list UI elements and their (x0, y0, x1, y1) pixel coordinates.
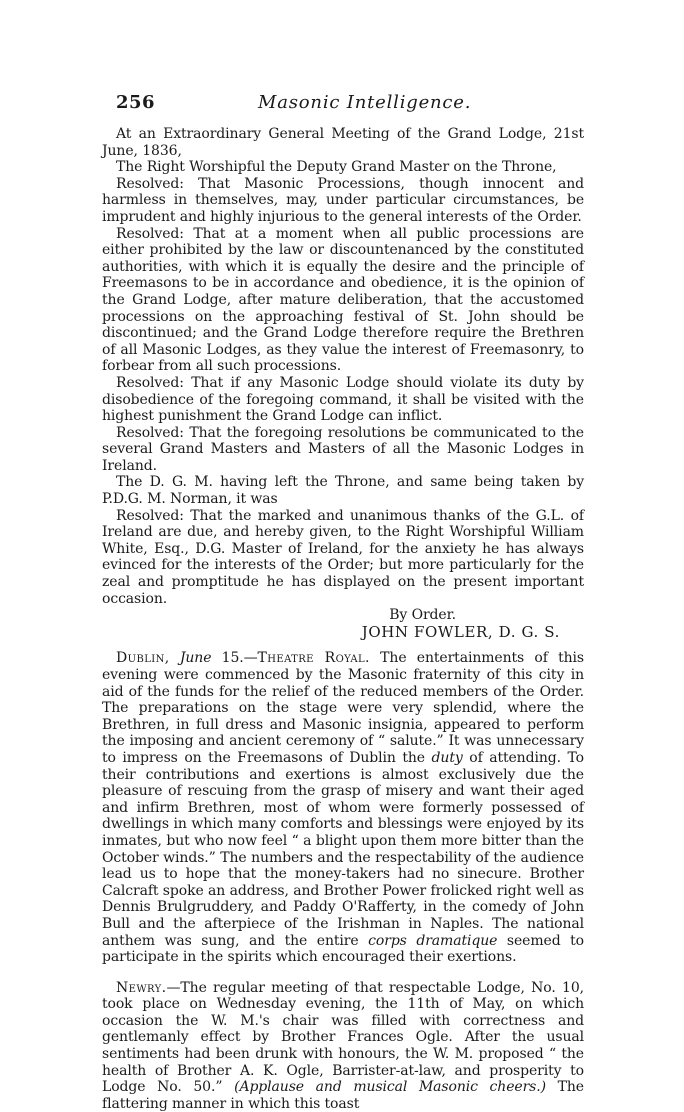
resolution-discontinue: Resolved: That at a moment when all public processions are either prohibited by the law or discountenanced by the constituted authorities, with which it is equally the desire and the principle of Freemasons to be in accordance and obedience, it is the opinion of the Grand Lodge, after mature deliberation, that the accustomed processions on the approaching festival of St. John should be discontinued; and the Grand Lodge therefore require the Brethren of all Masonic Lodges, as they value the interest of Freemasonry, to forbear from all such processions. (102, 225, 584, 375)
dublin-date-month: June (179, 650, 212, 667)
dublin-text-1: The entertainments of this evening were commenced by the Masonic fraternity of this city in aid of the funds for the relief of the reduced members of the Order. The preparations on the stage were very splendid, where the Brethren, in full dress and Masonic insignia, appeared to perform the imposing and ancient ceremony of “ salute.” It was unnecessary to impress on the Freemasons of Dublin the (102, 650, 584, 766)
newry-applause: (Applause and musical Masonic cheers.) (234, 1079, 546, 1096)
dublin-text-3: seemed to participate in the spirits which encouraged their exertions. (102, 932, 585, 966)
dublin-venue: Theatre Royal. (257, 650, 370, 667)
by-order: By Order. (389, 607, 456, 624)
resolution-thanks: Resolved: That the marked and unanimous thanks of the G.L. of Ireland are due, and hereby given, to the Right Worshipful William White, Esq., D.G. Master of Ireland, for the anxiety he has always evinced for the interests of the Order; but more particularly for the zeal and promptitude he has displayed on the present important occasion. (102, 507, 584, 607)
resolution-processions: Resolved: That Masonic Processions, though innocent and harmless in themselves, may, under particular circumstances, be imprudent and highly injurious to the general interests of the Order. (102, 175, 584, 225)
article-body (102, 126, 584, 1112)
chair-change: The D. G. M. having left the Throne, and same being taken by P.D.G. M. Norman, it was (102, 474, 584, 508)
signature: JOHN FOWLER, D. G. S. (361, 622, 560, 641)
dublin-report (102, 650, 584, 965)
page-number: 256 (116, 92, 156, 113)
dublin-date-rest: 15.— (221, 650, 258, 667)
dublin-text-2: of attending. To their contributions and exertions is almost exclusively due the pleasure of rescuing from the grasp of misery and want their aged and infirm Brethren, most of whom were formerly possessed of dwellings in which many comforts and blessings were enjoyed by its inmates, but who now feel “ a blight upon them more bitter than the October winds.” The numbers and the respectability of the audience lead us to hope that the money-takers had no sinecure. Brother Calcraft spoke an address, and Brother Power frolicked right well as Dennis Brulgruddery, and Paddy O'Rafferty, in the comedy of John Bull and the afterpiece of the Irishman in Naples. The national anthem was sung, and the entire (102, 749, 584, 949)
dublin-corps: corps dramatique (368, 932, 498, 949)
newry-report (102, 980, 584, 1112)
running-title: Masonic Intelligence. (258, 92, 472, 113)
grand-lodge-throne: The Right Worshipful the Deputy Grand Master on the Throne, (116, 159, 557, 176)
resolution-punishment: Resolved: That if any Masonic Lodge should violate its duty by disobedience of the foregoing command, it shall be visited with the highest punishment the Grand Lodge can inflict. (102, 374, 584, 425)
dublin-duty: duty (431, 749, 463, 766)
resolution-communicate: Resolved: That the foregoing resolutions be communicated to the several Grand Masters and Masters of all the Masonic Lodges in Ireland. (102, 424, 584, 474)
running-head (116, 92, 556, 114)
newry-text-2: The flattering manner in which this toast (102, 1079, 584, 1112)
newry-place: Newry. (116, 979, 167, 996)
newry-text-1: —The regular meeting of that respectable Lodge, No. 10, took place on Wednesday evening, the 11th of May, on which occasion the W. M.'s chair was filled with correctness and gentlemanly effect by Brother Frances Ogle. After the usual sentiments had been drunk with honours, the W. M. proposed “ the health of Brother A. K. Ogle, Barrister-at-law, and prosperity to Lodge No. 50.” (102, 979, 584, 1096)
dublin-place: Dublin, (116, 650, 170, 667)
grand-lodge-intro: At an Extraordinary General Meeting of the Grand Lodge, 21st June, 1836, (102, 126, 584, 159)
